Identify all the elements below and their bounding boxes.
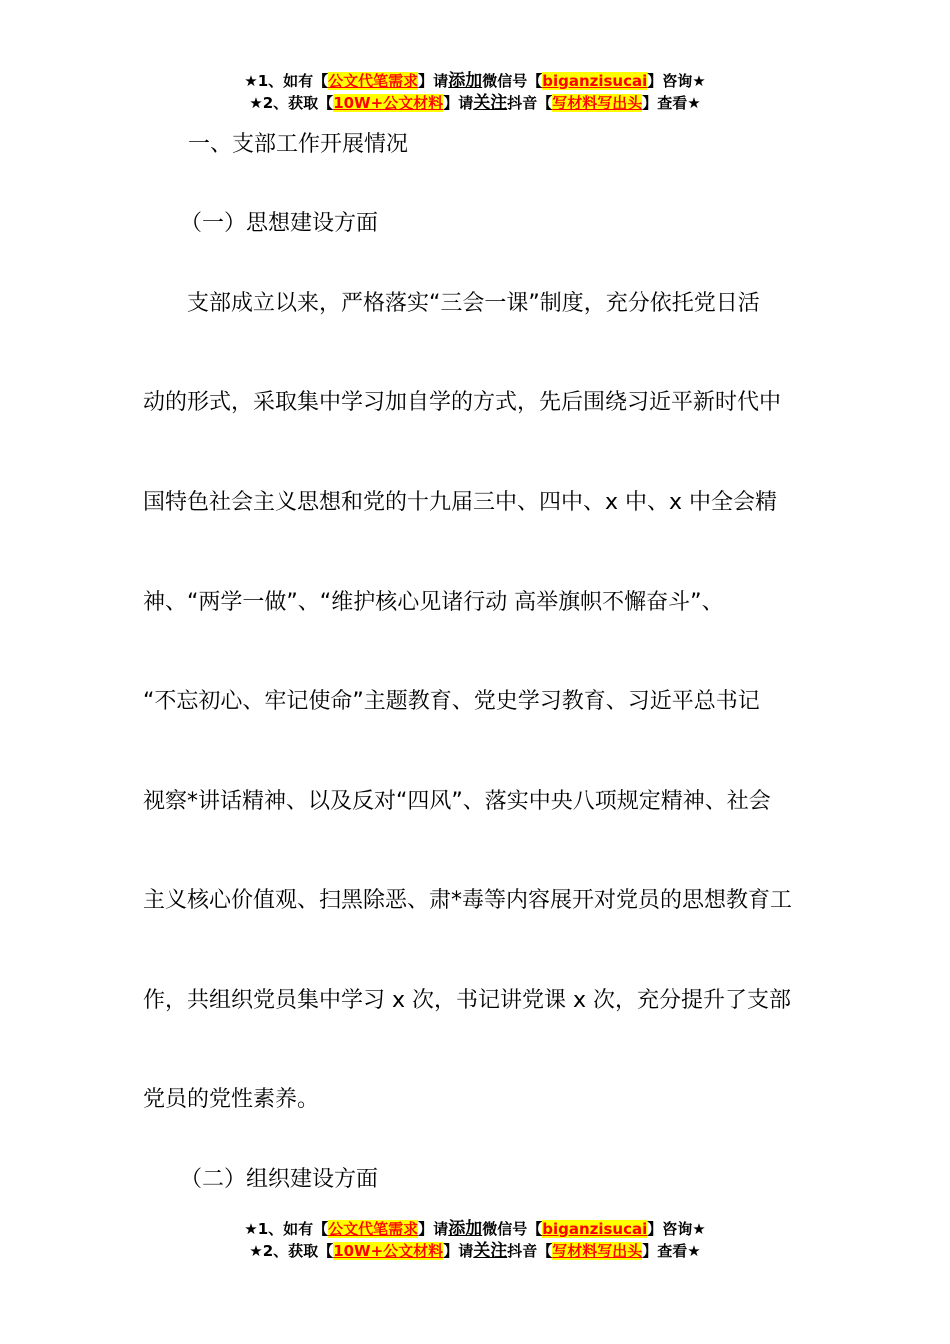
banner-text: ★1、如有【 <box>244 72 329 90</box>
banner-highlight: 公文代笔需求 <box>328 72 419 90</box>
banner-line-2 <box>0 92 950 114</box>
banner-text: 】咨询★ <box>647 72 706 90</box>
banner-highlight: 10W+公文材料 <box>333 1242 444 1260</box>
top-banner <box>0 70 950 114</box>
banner-text: 】咨询★ <box>647 1220 706 1238</box>
banner-line-1 <box>0 70 950 92</box>
banner-emphasis: 关注 <box>473 93 508 113</box>
banner-highlight: 公文代笔需求 <box>328 1220 419 1238</box>
banner-highlight: biganzisucai <box>542 72 648 90</box>
subsection-title: （一）思想建设方面 <box>180 211 379 236</box>
banner-text: 】请 <box>418 72 449 90</box>
subsection-title: （二）组织建设方面 <box>180 1167 379 1192</box>
banner-text: ★2、获取【 <box>249 1242 334 1260</box>
paragraph-line: 神、“两学一做”、“维护核心见诸行动 高举旗帜不懈奋斗”、 <box>143 590 724 615</box>
banner-highlight: 写材料写出头 <box>552 94 643 112</box>
paragraph-line: 动的形式，采取集中学习加自学的方式，先后围绕习近平新时代中 <box>143 390 782 415</box>
banner-line-1 <box>0 1218 950 1240</box>
banner-emphasis: 添加 <box>448 1219 483 1239</box>
banner-line-2 <box>0 1240 950 1262</box>
paragraph-line: 党员的党性素养。 <box>143 1087 320 1112</box>
banner-highlight: biganzisucai <box>542 1220 648 1238</box>
banner-text: 抖音【 <box>507 94 553 112</box>
banner-text: 微信号【 <box>482 1220 543 1238</box>
banner-text: 】查看★ <box>642 1242 701 1260</box>
banner-text: 】请 <box>418 1220 449 1238</box>
paragraph-line: 支部成立以来，严格落实“三会一课”制度，充分依托党日活 <box>143 291 760 316</box>
paragraph-line: 视察*讲话精神、以及反对“四风”、落实中央八项规定精神、社会 <box>143 789 771 814</box>
paragraph-line: 作，共组织党员集中学习 x 次，书记讲党课 x 次，充分提升了支部 <box>143 988 792 1013</box>
banner-text: 】请 <box>443 94 474 112</box>
banner-emphasis: 关注 <box>473 1241 508 1261</box>
banner-highlight: 写材料写出头 <box>552 1242 643 1260</box>
banner-text: ★1、如有【 <box>244 1220 329 1238</box>
banner-text: 抖音【 <box>507 1242 553 1260</box>
paragraph-line: 国特色社会主义思想和党的十九届三中、四中、x 中、x 中全会精 <box>143 490 778 515</box>
banner-text: ★2、获取【 <box>249 94 334 112</box>
paragraph-line: 主义核心价值观、扫黑除恶、肃*毒等内容展开对党员的思想教育工 <box>143 888 793 913</box>
banner-highlight: 10W+公文材料 <box>333 94 444 112</box>
banner-text: 微信号【 <box>482 72 543 90</box>
banner-text: 】请 <box>443 1242 474 1260</box>
banner-emphasis: 添加 <box>448 71 483 91</box>
banner-text: 】查看★ <box>642 94 701 112</box>
paragraph-line: “不忘初心、牢记使命”主题教育、党史学习教育、习近平总书记 <box>143 689 760 714</box>
section-title: 一、支部工作开展情况 <box>188 132 409 157</box>
bottom-banner <box>0 1218 950 1262</box>
